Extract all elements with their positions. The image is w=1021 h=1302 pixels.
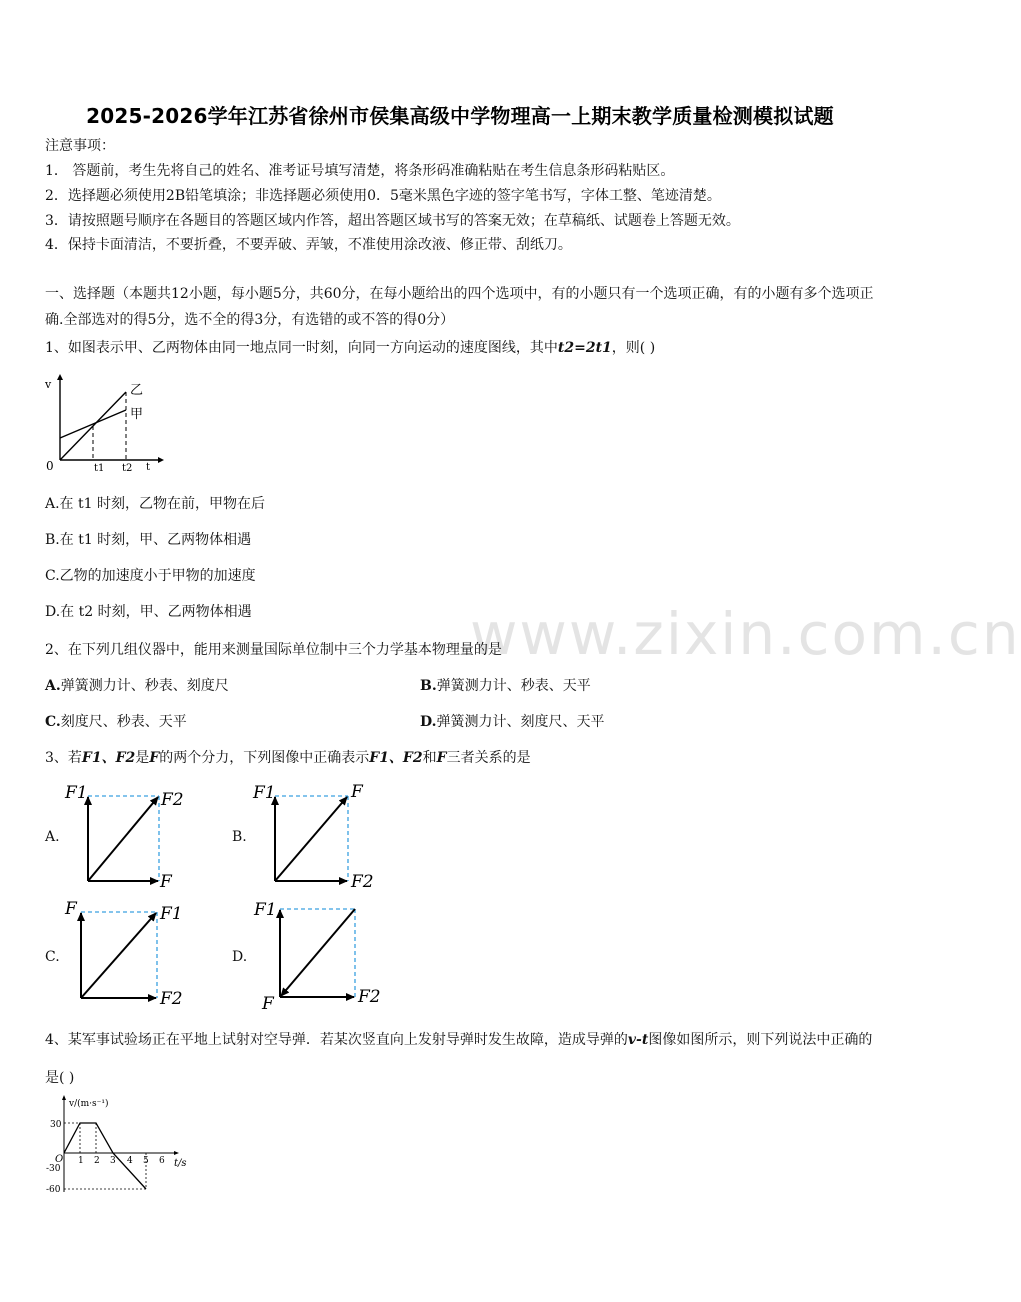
q4-vt-graph	[40, 1092, 190, 1202]
svg-text:F1: F1	[254, 900, 277, 920]
notice-item-3: 3．请按照题号顺序在各题目的答题区域内作答，超出答题区域书写的答案无效；在草稿纸、试题卷上答题无效。	[45, 213, 740, 229]
notice-item-1: 1． 答题前，考生先将自己的姓名、准考证号填写清楚，将条形码准确粘贴在考生信息条形码粘贴区。	[45, 163, 675, 179]
q2-option-d[interactable]: D.弹簧测力计、刻度尺、天平	[420, 714, 605, 730]
svg-text:6: 6	[159, 1156, 165, 1166]
q4-velocity-line	[64, 1123, 146, 1189]
svg-text:F2: F2	[161, 790, 184, 810]
q2-stem: 2、在下列几组仪器中，能用来测量国际单位制中三个力学基本物理量的是	[45, 642, 502, 658]
svg-text:F1: F1	[160, 904, 183, 924]
q2-option-b[interactable]: B.弹簧测力计、秒表、天平	[420, 678, 591, 694]
q1-t-axis: t	[146, 462, 151, 473]
svg-text:30: 30	[50, 1120, 62, 1130]
svg-text:t/s: t/s	[174, 1158, 187, 1169]
q4-stem: 4、某军事试验场正在平地上试射对空导弹．若某次竖直向上发射导弹时发生故障，造成导弹的v-t图像如图所示，则下列说法中正确的是( )	[45, 1032, 873, 1086]
section-intro: 一、选择题（本题共12小题，每小题5分，共60分，在每小题给出的四个选项中，有的小题只有一个选项正确，有的小题有多个选项正确.全部选对的得5分，选不全的得3分，有选错的或不答的得0分）	[45, 286, 874, 328]
svg-text:1: 1	[78, 1156, 84, 1166]
svg-text:F2: F2	[160, 989, 183, 1009]
notice-heading: 注意事项：	[45, 138, 115, 154]
q1-y-label: v	[45, 378, 52, 391]
svg-text:F1: F1	[65, 783, 88, 803]
svg-text:F: F	[262, 994, 274, 1014]
svg-text:3: 3	[110, 1156, 116, 1166]
q3-fig-c	[64, 899, 183, 1009]
q1-option-b[interactable]: B.在 t1 时刻，甲、乙两物体相遇	[45, 532, 252, 548]
notice-item-2: 2．选择题必须使用2B铅笔填涂；非选择题必须使用0．5毫米黑色字迹的签字笔书写，字体工整、笔迹清楚。	[45, 188, 721, 204]
svg-text:O: O	[55, 1154, 64, 1165]
q3-fig-b	[252, 782, 374, 892]
q3-fig-a	[64, 783, 184, 892]
svg-text:-60: -60	[46, 1185, 61, 1195]
q3-option-d[interactable]: D.	[232, 949, 248, 965]
q1-label-jia: 甲	[130, 407, 144, 422]
q1-t1-tick: t1	[94, 463, 105, 474]
q3-option-c[interactable]: C.	[45, 949, 60, 965]
q1-origin: 0	[46, 459, 54, 473]
q1-option-c[interactable]: C.乙物的加速度小于甲物的加速度	[45, 568, 256, 584]
q1-stem: 1、如图表示甲、乙两物体由同一地点同一时刻，向同一方向运动的速度图线，其中t2=2t1，则( )	[45, 340, 656, 356]
q1-label-yi: 乙	[130, 383, 144, 398]
svg-text:2: 2	[94, 1156, 100, 1166]
q1-t2-tick: t2	[122, 463, 133, 474]
svg-text:F: F	[351, 782, 363, 802]
q1-option-a[interactable]: A.在 t1 时刻，乙物在前，甲物在后	[45, 496, 265, 512]
svg-text:F2: F2	[358, 987, 381, 1007]
q2-option-c[interactable]: C.刻度尺、秒表、天平	[45, 714, 187, 730]
svg-text:5: 5	[143, 1156, 149, 1166]
q3-option-a[interactable]: A.	[45, 829, 60, 845]
svg-text:F2: F2	[351, 872, 374, 892]
svg-text:F: F	[160, 872, 172, 892]
svg-text:F: F	[65, 899, 77, 919]
page-title: 2025-2026学年江苏省徐州市侯集高级中学物理高一上期末教学质量检测模拟试题	[86, 104, 834, 128]
watermark: www.zixin.com.cn	[470, 600, 1021, 668]
svg-text:4: 4	[127, 1156, 133, 1166]
q3-option-b[interactable]: B.	[232, 829, 247, 845]
q1-option-d[interactable]: D.在 t2 时刻，甲、乙两物体相遇	[45, 604, 252, 620]
q3-stem: 3、若F1、F2是F的两个分力，下列图像中正确表示F1、F2和F三者关系的是	[45, 750, 531, 766]
svg-text:v/(m·s⁻¹): v/(m·s⁻¹)	[69, 1099, 109, 1109]
q2-option-a[interactable]: A.弹簧测力计、秒表、刻度尺	[45, 678, 229, 694]
notice-item-4: 4．保持卡面清洁，不要折叠，不要弄破、弄皱，不准使用涂改液、修正带、刮纸刀。	[45, 237, 572, 253]
svg-text:-30: -30	[46, 1164, 61, 1174]
svg-text:F1: F1	[253, 783, 276, 803]
q3-fig-d	[253, 900, 381, 1014]
